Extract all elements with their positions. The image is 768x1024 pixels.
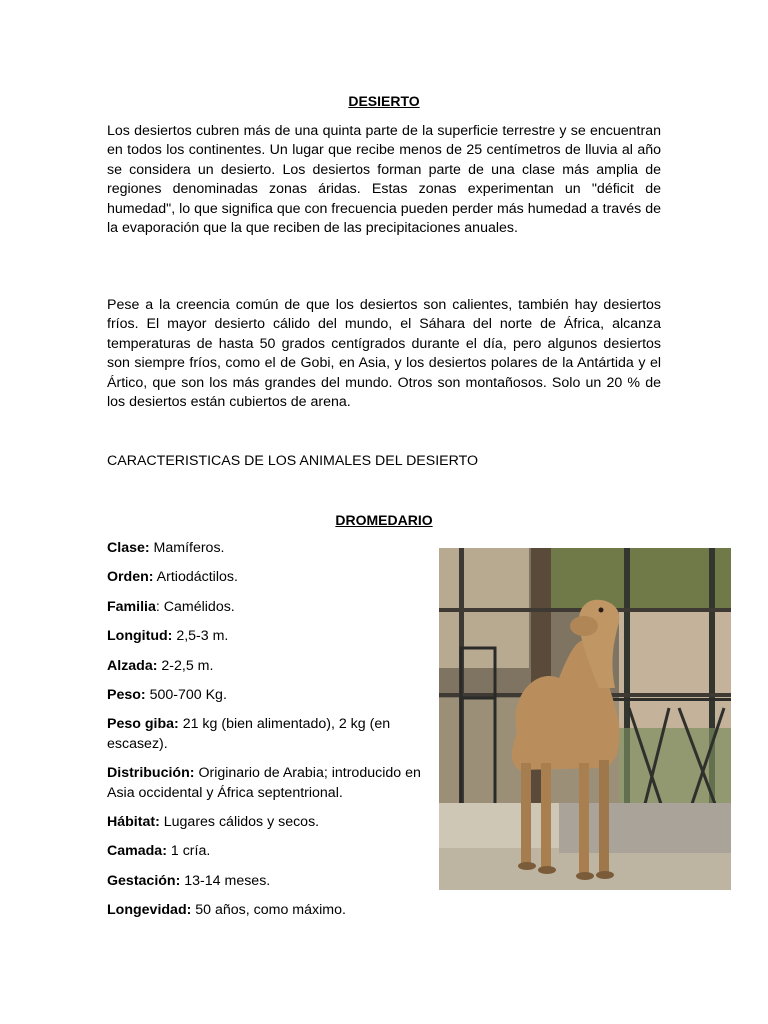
- fact-peso: [107, 686, 423, 705]
- fact-peso-giba: [107, 715, 423, 754]
- fact-value: 50 años, como máximo.: [191, 902, 346, 919]
- fact-distribucion: [107, 764, 423, 803]
- dromedary-photo: [439, 548, 731, 890]
- fact-key: Peso:: [107, 687, 146, 704]
- fact-value: Lugares cálidos y secos.: [159, 814, 320, 831]
- fact-key: Clase:: [107, 540, 150, 556]
- fact-key: Peso giba:: [107, 716, 179, 733]
- fact-clase: [107, 539, 423, 558]
- intro-paragraph: Los desiertos cubren más de una quinta parte de la superficie terrestre y se encuentran en todos los continentes. Un lugar que recibe menos de 25 centímetros de lluvia al año se considera un desierto. Los desiertos forman parte de una clase más amplia de regiones denominadas zonas áridas. Estas zonas experimentan un "déficit de humedad", lo que significa que con frecuencia pueden perder más humedad a través de la evaporación que la que reciben de las precipitaciones anuales.: [107, 123, 661, 237]
- fact-key: Longevidad:: [107, 902, 192, 919]
- fact-value: Mamíferos.: [149, 540, 225, 556]
- animal-facts-list: [107, 539, 423, 931]
- fact-value: 13-14 meses.: [180, 872, 271, 889]
- fact-key: Longitud:: [107, 628, 173, 645]
- fact-gestacion: [107, 872, 423, 891]
- animal-title: DROMEDARIO: [335, 512, 433, 528]
- fact-key: Hábitat:: [107, 814, 160, 831]
- fact-habitat: [107, 813, 423, 832]
- fact-value: Artiodáctilos.: [153, 569, 238, 586]
- fact-value: 21 kg (bien alimentado), 2 kg (en escasez).: [107, 716, 391, 752]
- fact-longitud: [107, 627, 423, 646]
- fact-value: 1 cría.: [166, 843, 211, 860]
- fact-value: : Camélidos.: [155, 598, 235, 615]
- fact-key: Gestación:: [107, 872, 181, 889]
- fact-familia: [107, 598, 423, 617]
- fact-key: Alzada:: [107, 657, 158, 674]
- document-title: DESIERTO: [348, 93, 420, 109]
- fact-key: Familia: [107, 598, 156, 615]
- fact-alzada: [107, 657, 423, 676]
- fact-camada: [107, 842, 423, 861]
- fact-key: Camada:: [107, 843, 167, 860]
- fact-key: Orden:: [107, 569, 154, 586]
- climate-paragraph: Pese a la creencia común de que los desiertos son calientes, también hay desiertos fríos. El mayor desierto cálido del mundo, el Sáhara del norte de África, alcanza temperaturas de hasta 50 grados centígrados durante el día, pero algunos desiertos son siempre fríos, como el de Gobi, en Asia, y los desiertos polares de la Antártida y el Ártico, que son los más grandes del mundo. Otros son montañosos. Solo un 20 % de los desiertos están cubiertos de arena.: [107, 297, 661, 411]
- fact-orden: [107, 568, 423, 587]
- fact-value: 500-700 Kg.: [145, 687, 227, 704]
- camel-image: [439, 548, 731, 890]
- fact-value: 2,5-3 m.: [172, 628, 229, 645]
- fact-value: 2-2,5 m.: [157, 657, 214, 674]
- fact-key: Distribución:: [107, 765, 195, 782]
- fact-value: Originario de Arabia; introducido en Asia occidental y África septentrional.: [107, 765, 421, 801]
- section-heading: CARACTERISTICAS DE LOS ANIMALES DEL DESIERTO: [107, 453, 479, 469]
- fact-longevidad: [107, 901, 423, 920]
